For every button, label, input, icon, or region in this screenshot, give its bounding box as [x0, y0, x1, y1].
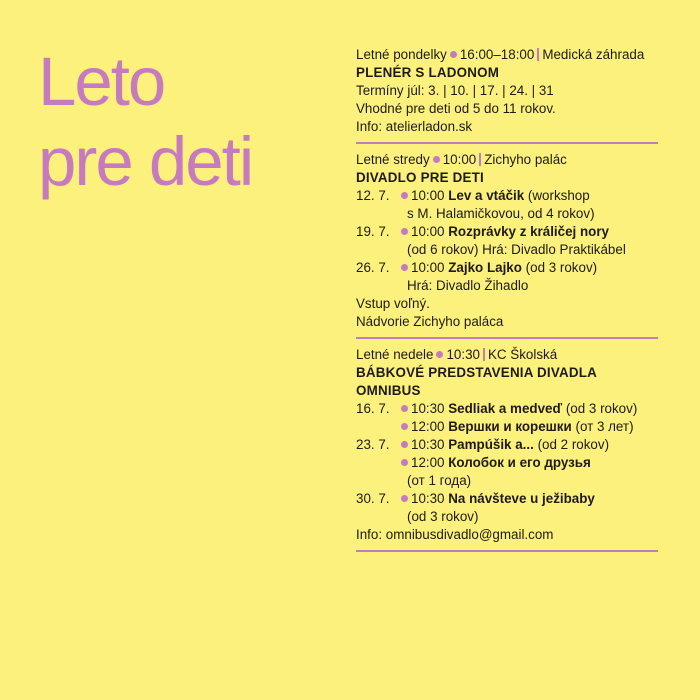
event-time: 10:00	[411, 224, 445, 239]
dot-icon	[401, 423, 408, 430]
event-note: (od 3 rokov)	[565, 401, 638, 416]
dot-icon	[401, 459, 408, 466]
event-title: Колобок и его друзья	[448, 455, 591, 470]
event-row	[356, 418, 666, 436]
event-date: 30. 7.	[356, 491, 390, 506]
event-title: Lev a vtáčik	[448, 188, 525, 203]
section-heading-2: OMNIBUS	[356, 383, 421, 398]
event-note: (od 2 rokov)	[537, 437, 610, 452]
page-title	[38, 42, 252, 202]
section-divider	[356, 337, 658, 339]
event-time: 12:00	[411, 455, 445, 470]
dot-icon	[436, 351, 443, 358]
event-note: (od 3 rokov)	[525, 260, 598, 275]
event-time: 10:30	[411, 401, 445, 416]
event-detail: (od 6 rokov) Hrá: Divadlo Praktikábel	[407, 242, 626, 257]
event-detail: (od 3 rokov)	[407, 509, 479, 524]
section-heading: BÁBKOVÉ PREDSTAVENIA DIVADLA	[356, 365, 597, 380]
event-title: Rozprávky z králičej nory	[448, 224, 610, 239]
event-date: 12. 7.	[356, 188, 390, 203]
dot-icon	[401, 495, 408, 502]
section-wednesday	[356, 151, 666, 337]
event-row	[356, 490, 666, 508]
title-line-1: Leto	[38, 43, 165, 120]
info-link[interactable]: Info: atelierladon.sk	[356, 119, 473, 134]
event-row	[356, 400, 666, 418]
title-line-2: pre deti	[38, 123, 253, 200]
event-time: 10:30	[411, 437, 445, 452]
event-row	[356, 223, 666, 241]
event-detail: s M. Halamičkovou, od 4 rokov)	[407, 206, 595, 221]
series-line	[356, 346, 666, 364]
event-note: (workshop	[527, 188, 590, 203]
event-time: 10:00	[411, 260, 445, 275]
event-note: (от 3 лет)	[575, 419, 634, 434]
event-title: Sedliak a medveď	[448, 401, 563, 416]
section-heading: PLENÉR S LADONOM	[356, 65, 500, 80]
series-line	[356, 151, 666, 169]
section-divider	[356, 550, 658, 552]
terms: Termíny júl: 3. | 10. | 17. | 24. | 31	[356, 83, 554, 98]
series-name: Letné stredy	[356, 152, 430, 167]
event-row	[356, 454, 666, 472]
divider-bar	[483, 348, 485, 361]
event-date: 16. 7.	[356, 401, 390, 416]
dot-icon	[401, 228, 408, 235]
event-title: Na návšteve u ježibaby	[448, 491, 595, 506]
event-detail: Hrá: Divadlo Žihadlo	[407, 278, 529, 293]
event-time: 10:00	[411, 188, 445, 203]
dot-icon	[401, 405, 408, 412]
series-venue: Zichyho palác	[484, 152, 567, 167]
series-line	[356, 46, 666, 64]
dot-icon	[401, 441, 408, 448]
divider-bar	[537, 48, 539, 61]
event-title: Вершки и корешки	[448, 419, 572, 434]
event-detail: (от 1 года)	[407, 473, 472, 488]
divider-bar	[479, 153, 481, 166]
entry-note: Vstup voľný.	[356, 296, 430, 311]
section-heading: DIVADLO PRE DETI	[356, 170, 484, 185]
event-title: Pampúšik a...	[448, 437, 534, 452]
series-name: Letné nedele	[356, 347, 434, 362]
event-time: 12:00	[411, 419, 445, 434]
section-sunday	[356, 346, 666, 550]
series-time: 16:00–18:00	[459, 47, 535, 62]
age-note: Vhodné pre deti od 5 do 11 rokov.	[356, 101, 556, 116]
dot-icon	[433, 156, 440, 163]
series-name: Letné pondelky	[356, 47, 447, 62]
event-date: 19. 7.	[356, 224, 390, 239]
place-note: Nádvorie Zichyho paláca	[356, 314, 504, 329]
event-time: 10:30	[411, 491, 445, 506]
section-divider	[356, 142, 658, 144]
section-monday	[356, 46, 666, 142]
event-title: Zajko Lajko	[448, 260, 522, 275]
info-link[interactable]: Info: omnibusdivadlo@gmail.com	[356, 527, 554, 542]
event-date: 23. 7.	[356, 437, 390, 452]
series-time: 10:30	[446, 347, 480, 362]
event-row	[356, 187, 666, 205]
dot-icon	[401, 192, 408, 199]
series-time: 10:00	[442, 152, 477, 167]
series-venue: KC Školská	[487, 347, 558, 362]
series-venue: Medická záhrada	[542, 47, 645, 62]
dot-icon	[401, 264, 408, 271]
event-date: 26. 7.	[356, 260, 390, 275]
dot-icon	[450, 51, 457, 58]
event-row	[356, 436, 666, 454]
event-row	[356, 259, 666, 277]
program-column	[356, 46, 666, 559]
